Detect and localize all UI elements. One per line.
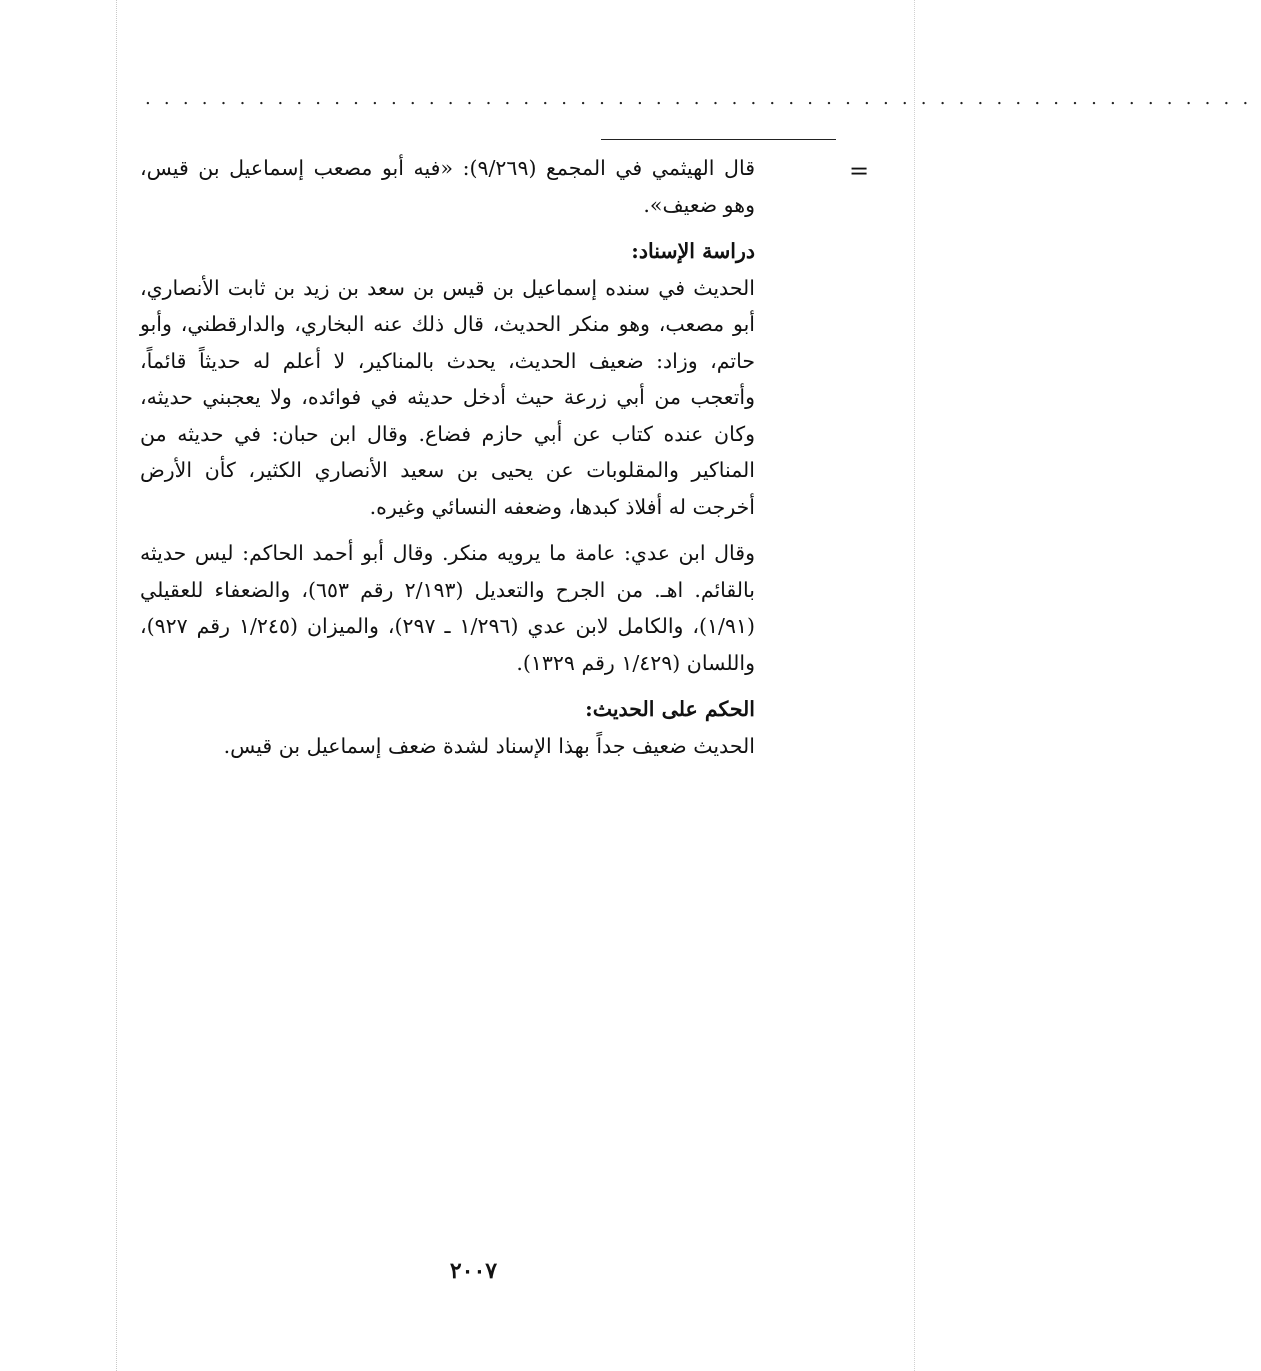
isnad-study-heading: دراسة الإسناد: <box>631 239 755 263</box>
footnote-body <box>140 150 755 764</box>
footnote-continuation-marker: = <box>849 157 870 185</box>
page-edge-left <box>116 0 117 1371</box>
ruling-heading: الحكم على الحديث: <box>585 697 755 721</box>
ibn-adi-paragraph: وقال ابن عدي: عامة ما يرويه منكر. وقال أبو أحمد الحاكم: ليس حديثه بالقائم. اهـ. من الجرح والتعديل (٢/١٩٣ رقم ٦٥٣)، والضعفاء للعقيلي (١/٩١)، والكامل لابن عدي (١/٢٩٦ ـ ٢٩٧)، والميزان (١/٢٤٥ رقم ٩٢٧)، واللسان (١/٤٢٩ رقم ١٣٢٩). <box>140 541 755 675</box>
isnad-study-paragraph: الحديث في سنده إسماعيل بن قيس بن سعد بن زيد بن ثابت الأنصاري، أبو مصعب، وهو منكر الحديث، قال ذلك عنه البخاري، والدارقطني، وأبو حاتم، وزاد: ضعيف الحديث، يحدث بالمناكير، لا أعلم له حديثاً قائماً، وأتعجب من أبي زرعة حيث أدخل حديثه في فوائده، ولا يعجبني حديثه، وكان عنده كتاب عن أبي حازم فضاع. وقال ابن حبان: في حديثه من المناكير والمقلوبات عن يحيى بن سعيد الأنصاري الكثير، كأن الأرض أخرجت له أفلاذ كبدها، وضعفه النسائي وغيره. <box>140 275 755 519</box>
ruling-paragraph: الحديث ضعيف جداً بهذا الإسناد لشدة ضعف إسماعيل بن قيس. <box>223 733 755 758</box>
page-number: ٢٠٠٧ <box>449 1258 498 1284</box>
majma-quote-paragraph: قال الهيثمي في المجمع (٩/٢٦٩): «فيه أبو مصعب إسماعيل بن قيس، وهو ضعيف». <box>140 156 755 217</box>
footnote-rule <box>601 139 836 140</box>
page-edge-right <box>914 0 915 1371</box>
dotted-separator: ........................................................... <box>145 88 1261 109</box>
